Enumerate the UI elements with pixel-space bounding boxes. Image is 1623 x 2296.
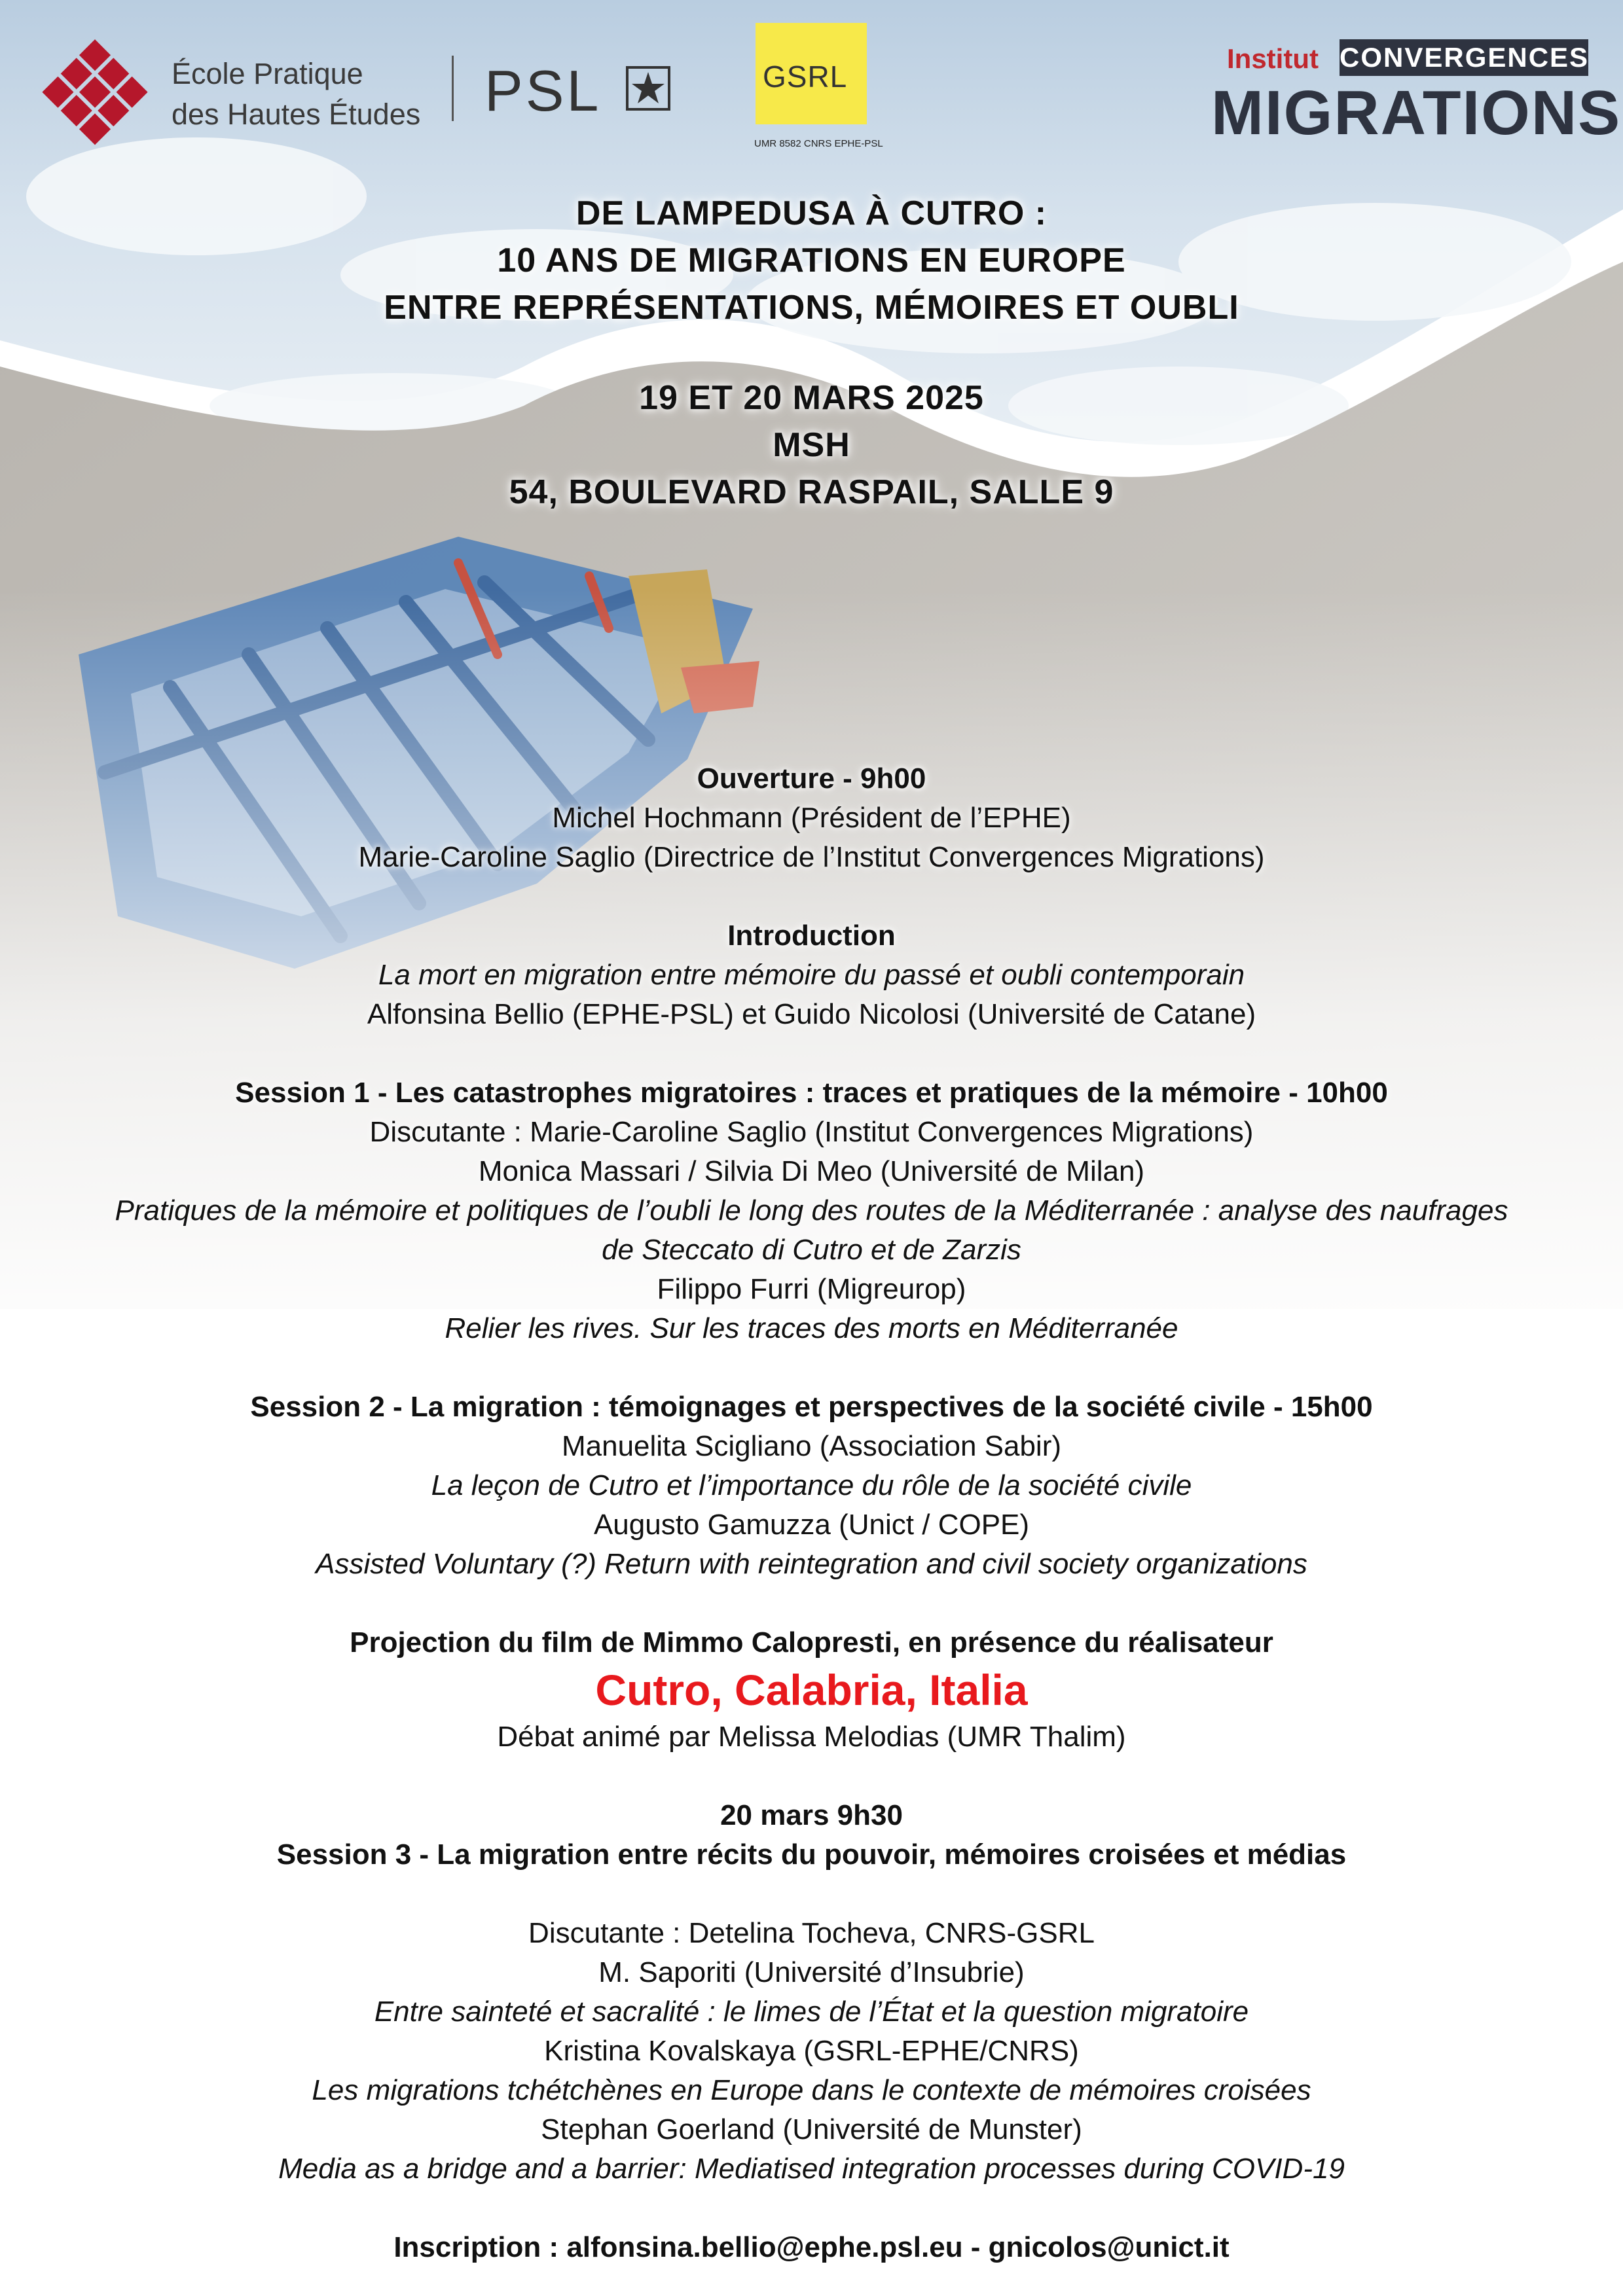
day-2-time: 20 mars 9h30: [720, 1799, 903, 1831]
session-1-speaker-2: Filippo Furri (Migreurop): [657, 1273, 966, 1305]
icm-logo-migrations: MIGRATIONS: [1211, 78, 1622, 148]
film-title: Cutro, Calabria, Italia: [595, 1666, 1028, 1714]
title-line-2: 10 ANS DE MIGRATIONS EN EUROPE: [497, 242, 1126, 279]
session-2-title: Session 2 - La migration : témoignages et perspectives de la société civile - 15h00: [250, 1391, 1373, 1423]
intro-title: Introduction: [727, 920, 896, 952]
psl-star-icon: [625, 65, 671, 111]
program: [0, 759, 1623, 2267]
session-3-title: Session 3 - La migration entre récits du pouvoir, mémoires croisées et médias: [276, 1839, 1347, 1871]
ephe-logo-icon: [36, 36, 154, 154]
opening-speaker-2: Marie-Caroline Saglio (Directrice de l’Institut Convergences Migrations): [358, 841, 1265, 873]
session-1-title: Session 1 - Les catastrophes migratoires : traces et pratiques de la mémoire - 10h00: [235, 1077, 1388, 1109]
session-1-talk-2: Relier les rives. Sur les traces des morts en Méditerranée: [445, 1312, 1178, 1344]
session-2-speaker-1: Manuelita Scigliano (Association Sabir): [561, 1430, 1062, 1462]
title-line-1: DE LAMPEDUSA À CUTRO :: [575, 194, 1048, 232]
event-address: 54, BOULEVARD RASPAIL, SALLE 9: [509, 473, 1114, 511]
logo-divider: [452, 56, 454, 121]
event-date: 19 ET 20 MARS 2025: [639, 379, 984, 417]
session-1-speaker-1: Monica Massari / Silvia Di Meo (Université de Milan): [478, 1155, 1145, 1187]
session-1-talk-1-line-1: Pratiques de la mémoire et politiques de l’oubli le long des routes de la Méditerranée : analyse des naufrages: [115, 1194, 1508, 1227]
session-3-speaker-1: M. Saporiti (Université d’Insubrie): [598, 1956, 1025, 1988]
opening-title: Ouverture - 9h00: [697, 762, 926, 795]
ephe-name-line1: École Pratique: [172, 57, 363, 90]
session-1-talk-1-line-2: de Steccato di Cutro et de Zarzis: [602, 1234, 1021, 1266]
title-line-3: ENTRE REPRÉSENTATIONS, MÉMOIRES ET OUBLI: [384, 289, 1239, 327]
ephe-name: [172, 54, 420, 135]
session-3-talk-1: Entre sainteté et sacralité : le limes de l’État et la question migratoire: [374, 1996, 1249, 2028]
session-3-speaker-2: Kristina Kovalskaya (GSRL-EPHE/CNRS): [544, 2035, 1079, 2067]
psl-logo: PSL: [484, 58, 602, 123]
event-title: [0, 190, 1623, 331]
film-debate: Débat animé par Melissa Melodias (UMR Thalim): [497, 1721, 1126, 1753]
film-intro: Projection du film de Mimmo Calopresti, en présence du réalisateur: [350, 1626, 1273, 1659]
session-2-talk-2: Assisted Voluntary (?) Return with reintegration and civil society organizations: [316, 1548, 1307, 1580]
registration-contact: Inscription : alfonsina.bellio@ephe.psl.eu - gnicolos@unict.it: [393, 2231, 1230, 2263]
session-2-talk-1: La leçon de Cutro et l’importance du rôle de la société civile: [431, 1469, 1192, 1501]
icm-logo-convergences: CONVERGENCES: [1340, 39, 1588, 76]
intro-talk: La mort en migration entre mémoire du passé et oubli contemporain: [378, 959, 1245, 991]
event-details: [0, 374, 1623, 516]
opening-speaker-1: Michel Hochmann (Président de l’EPHE): [552, 802, 1071, 834]
event-place: MSH: [773, 426, 850, 464]
gsrl-logo-subtitle: UMR 8582 CNRS EPHE-PSL: [754, 138, 883, 149]
session-3-discussant: Discutante : Detelina Tocheva, CNRS-GSRL: [528, 1917, 1095, 1949]
session-3-speaker-3: Stephan Goerland (Université de Munster): [541, 2113, 1082, 2145]
session-3-talk-3: Media as a bridge and a barrier: Mediatised integration processes during COVID-19: [278, 2153, 1345, 2185]
session-2-speaker-2: Augusto Gamuzza (Unict / COPE): [593, 1509, 1030, 1541]
session-3-talk-2: Les migrations tchétchènes en Europe dans le contexte de mémoires croisées: [312, 2074, 1311, 2106]
ephe-name-line2: des Hautes Études: [172, 98, 421, 131]
session-1-discussant: Discutante : Marie-Caroline Saglio (Institut Convergences Migrations): [369, 1116, 1254, 1148]
icm-logo-institut: Institut: [1227, 43, 1319, 74]
intro-speakers: Alfonsina Bellio (EPHE-PSL) et Guido Nicolosi (Université de Catane): [367, 998, 1256, 1030]
gsrl-logo-text: GSRL: [763, 60, 848, 94]
